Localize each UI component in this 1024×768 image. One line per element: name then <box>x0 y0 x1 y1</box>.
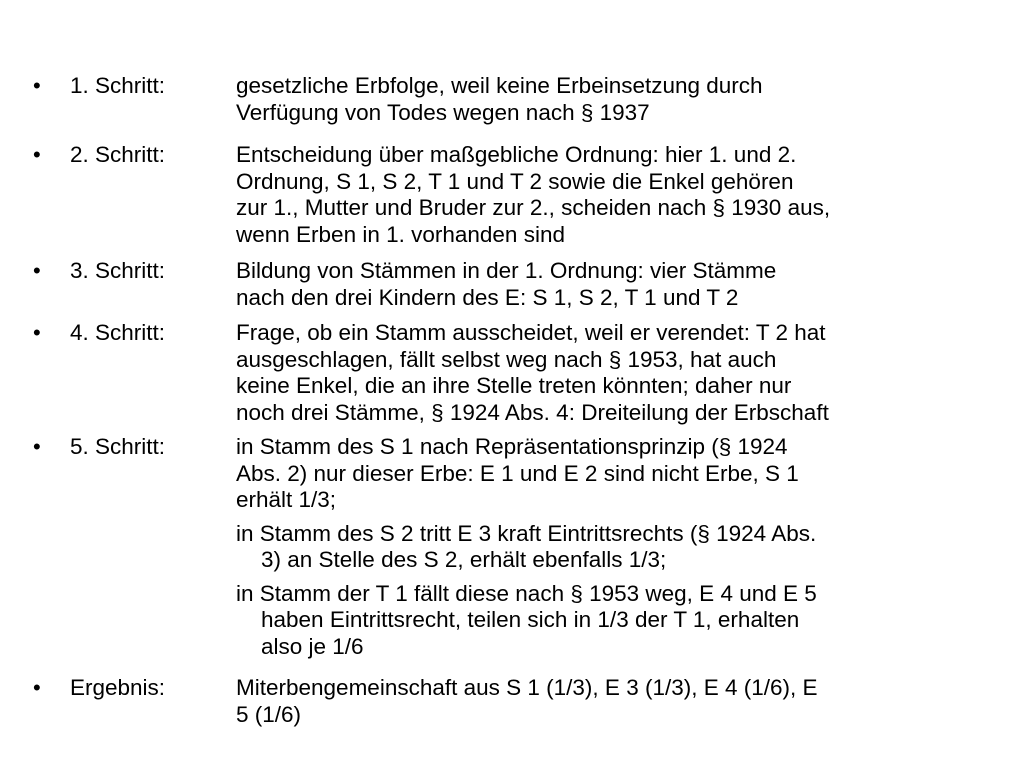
text-line: 3) an Stelle des S 2, erhält ebenfalls 1/3; <box>261 547 667 572</box>
bullet-icon: • <box>33 258 41 283</box>
item-text <box>236 434 1006 660</box>
item-label: 5. Schritt: <box>70 434 166 459</box>
text-line: Verfügung von Todes wegen nach § 1937 <box>236 99 650 125</box>
text-line: gesetzliche Erbfolge, weil keine Erbeinsetzung durch <box>236 73 763 98</box>
sub-paragraph <box>236 521 1006 574</box>
text-line: Miterbengemeinschaft aus S 1 (1/3), E 3 (1/3), E 4 (1/6), E <box>236 675 818 700</box>
text-line: haben Eintrittsrecht, teilen sich in 1/3 der T 1, erhalten <box>261 607 800 632</box>
text-line: erhält 1/3; <box>236 487 337 512</box>
text-line: noch drei Stämme, § 1924 Abs. 4: Dreiteilung der Erbschaft <box>236 399 829 425</box>
item-text <box>236 258 1006 311</box>
item-text <box>236 675 1006 728</box>
bullet-icon: • <box>33 675 41 700</box>
text-line: keine Enkel, die an ihre Stelle treten könnten; daher nur <box>236 373 792 398</box>
bullet-icon: • <box>33 434 41 459</box>
item-label: 1. Schritt: <box>70 73 166 98</box>
text-line: 5 (1/6) <box>236 701 302 727</box>
text-line: in Stamm der T 1 fällt diese nach § 1953 weg, E 4 und E 5 <box>236 580 817 606</box>
bullet-icon: • <box>33 142 41 167</box>
text-line: Entscheidung über maßgebliche Ordnung: hier 1. und 2. <box>236 142 797 167</box>
bullet-icon: • <box>33 320 41 345</box>
item-text <box>236 73 1006 126</box>
text-line: ausgeschlagen, fällt selbst weg nach § 1953, hat auch <box>236 346 777 372</box>
text-line: in Stamm des S 1 nach Repräsentationsprinzip (§ 1924 <box>236 434 788 459</box>
text-line: nach den drei Kindern des E: S 1, S 2, T 1 und T 2 <box>236 284 739 310</box>
item-label: 4. Schritt: <box>70 320 166 345</box>
item-text <box>236 142 1006 248</box>
text-line: wenn Erben in 1. vorhanden sind <box>236 221 565 247</box>
item-label: 3. Schritt: <box>70 258 166 283</box>
bullet-icon: • <box>33 73 41 98</box>
text-line: Abs. 2) nur dieser Erbe: E 1 und E 2 sind nicht Erbe, S 1 <box>236 460 799 486</box>
text-line: zur 1., Mutter und Bruder zur 2., scheiden nach § 1930 aus, <box>236 195 831 220</box>
item-text <box>236 320 1006 426</box>
text-line: also je 1/6 <box>261 633 364 659</box>
text-line: in Stamm des S 2 tritt E 3 kraft Eintrittsrechts (§ 1924 Abs. <box>236 520 817 546</box>
item-label: 2. Schritt: <box>70 142 166 167</box>
text-line: Bildung von Stämmen in der 1. Ordnung: vier Stämme <box>236 258 777 283</box>
text-line: Ordnung, S 1, S 2, T 1 und T 2 sowie die Enkel gehören <box>236 168 794 194</box>
text-line: Frage, ob ein Stamm ausscheidet, weil er verendet: T 2 hat <box>236 320 826 345</box>
item-label: Ergebnis: <box>70 675 166 700</box>
sub-paragraph <box>236 581 1006 661</box>
